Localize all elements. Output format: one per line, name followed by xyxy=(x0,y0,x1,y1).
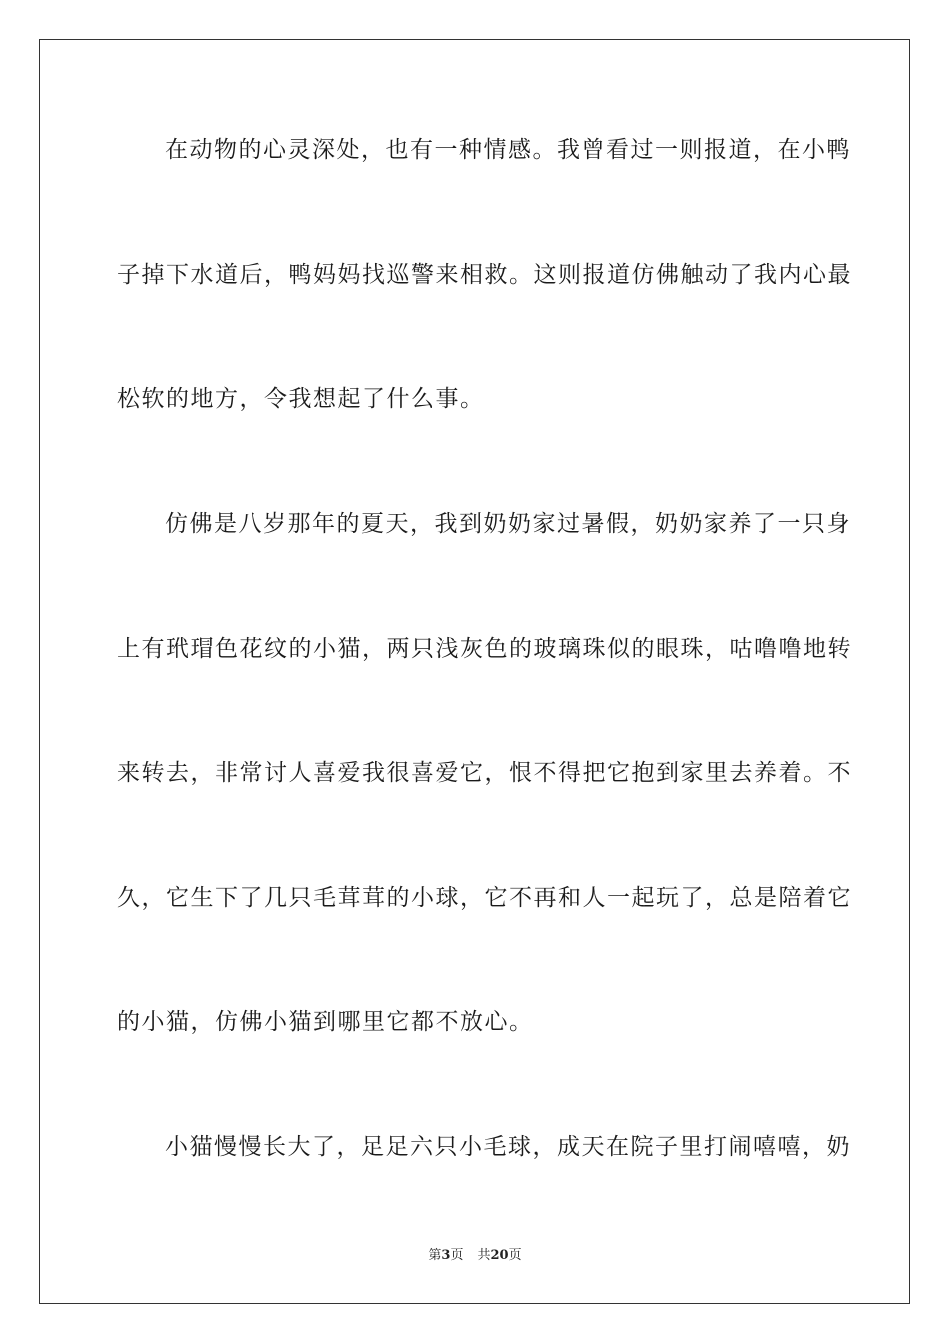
paragraph-2-line-1: 仿佛是八岁那年的夏天，我到奶奶家过暑假，奶奶家养了一只身 xyxy=(165,511,851,537)
paragraph-2-line-3: 来转去，非常讨人喜爱我很喜爱它，恨不得把它抱到家里去养着。不 xyxy=(117,760,852,786)
paragraph-1-line-2: 子掉下水道后，鸭妈妈找巡警来相救。这则报道仿佛触动了我内心最 xyxy=(117,262,852,288)
total-pages: 20 xyxy=(490,1248,509,1263)
page-suffix: 页 xyxy=(450,1248,464,1263)
page-border xyxy=(39,39,910,1304)
paragraph-2-line-2: 上有玳瑁色花纹的小猫，两只浅灰色的玻璃珠似的眼珠，咕噜噜地转 xyxy=(117,636,852,662)
paragraph-1-line-3: 松软的地方，令我想起了什么事。 xyxy=(117,386,485,412)
paragraph-1-line-1: 在动物的心灵深处，也有一种情感。我曾看过一则报道，在小鸭 xyxy=(165,137,851,163)
paragraph-2-line-5: 的小猫，仿佛小猫到哪里它都不放心。 xyxy=(117,1009,534,1035)
paragraph-2-line-4: 久，它生下了几只毛茸茸的小球，它不再和人一起玩了，总是陪着它 xyxy=(117,885,852,911)
page-footer xyxy=(0,1247,950,1265)
total-prefix: 共 xyxy=(477,1248,491,1263)
page-number: 3 xyxy=(441,1248,451,1263)
page-prefix: 第 xyxy=(428,1248,442,1263)
paragraph-3-line-1: 小猫慢慢长大了，足足六只小毛球，成天在院子里打闹嘻嘻，奶 xyxy=(165,1134,851,1160)
total-suffix: 页 xyxy=(508,1248,522,1263)
